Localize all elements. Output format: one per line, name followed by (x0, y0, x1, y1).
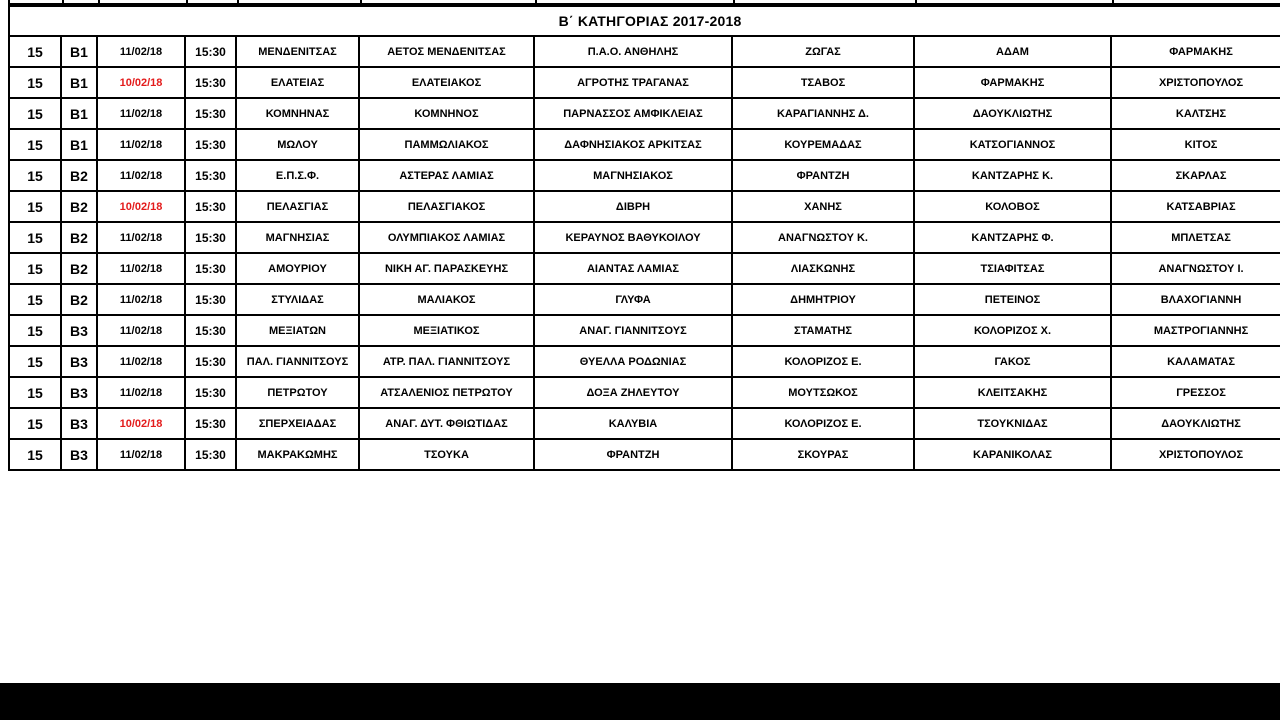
venue-cell: ΜΑΓΝΗΣΙΑΣ (236, 222, 359, 253)
referee-cell: ΑΝΑΓΝΩΣΤΟΥ Κ. (732, 222, 914, 253)
referee-cell: ΧΑΝΗΣ (732, 191, 914, 222)
table-row (9, 222, 1280, 253)
table-row (9, 160, 1280, 191)
assistant1-cell: ΠΕΤΕΙΝΟΣ (914, 284, 1111, 315)
round-cell: 15 (9, 346, 61, 377)
time-cell: 15:30 (185, 439, 236, 470)
time-cell: 15:30 (185, 408, 236, 439)
home-team-cell: ΜΕΞΙΑΤΙΚΟΣ (359, 315, 534, 346)
round-cell: 15 (9, 98, 61, 129)
assistant2-cell: ΧΡΙΣΤΟΠΟΥΛΟΣ (1111, 67, 1280, 98)
table-row (9, 36, 1280, 67)
venue-cell: Ε.Π.Σ.Φ. (236, 160, 359, 191)
venue-cell: ΜΑΚΡΑΚΩΜΗΣ (236, 439, 359, 470)
home-team-cell: ΠΕΛΑΣΓΙΑΚΟΣ (359, 191, 534, 222)
group-cell: Β1 (61, 36, 97, 67)
venue-cell: ΕΛΑΤΕΙΑΣ (236, 67, 359, 98)
home-team-cell: ΤΣΟΥΚΑ (359, 439, 534, 470)
referee-cell: ΚΟΛΟΡΙΖΟΣ Ε. (732, 346, 914, 377)
away-team-cell: ΓΛΥΦΑ (534, 284, 732, 315)
date-cell: 10/02/18 (97, 408, 185, 439)
referee-cell: ΛΙΑΣΚΩΝΗΣ (732, 253, 914, 284)
referee-cell: ΚΟΥΡΕΜΑΔΑΣ (732, 129, 914, 160)
group-cell: Β1 (61, 129, 97, 160)
table-row (9, 253, 1280, 284)
away-team-cell: ΑΓΡΟΤΗΣ ΤΡΑΓΑΝΑΣ (534, 67, 732, 98)
time-cell: 15:30 (185, 36, 236, 67)
assistant1-cell: ΤΣΙΑΦΙΤΣΑΣ (914, 253, 1111, 284)
round-cell: 15 (9, 377, 61, 408)
time-cell: 15:30 (185, 129, 236, 160)
away-team-cell: ΦΡΑΝΤΖΗ (534, 439, 732, 470)
table-row (9, 191, 1280, 222)
assistant1-cell: ΔΑΟΥΚΛΙΩΤΗΣ (914, 98, 1111, 129)
group-cell: Β3 (61, 315, 97, 346)
assistant2-cell: ΜΑΣΤΡΟΓΙΑΝΝΗΣ (1111, 315, 1280, 346)
venue-cell: ΠΕΛΑΣΓΙΑΣ (236, 191, 359, 222)
round-cell: 15 (9, 129, 61, 160)
venue-cell: ΠΑΛ. ΓΙΑΝΝΙΤΣΟΥΣ (236, 346, 359, 377)
time-cell: 15:30 (185, 67, 236, 98)
date-cell: 11/02/18 (97, 377, 185, 408)
date-cell: 11/02/18 (97, 315, 185, 346)
group-cell: Β2 (61, 284, 97, 315)
assistant1-cell: ΤΣΟΥΚΝΙΔΑΣ (914, 408, 1111, 439)
home-team-cell: ΑΝΑΓ. ΔΥΤ. ΦΘΙΩΤΙΔΑΣ (359, 408, 534, 439)
table-row (9, 377, 1280, 408)
referee-cell: ΚΟΛΟΡΙΖΟΣ Ε. (732, 408, 914, 439)
table-row (9, 284, 1280, 315)
venue-cell: ΜΩΛΟΥ (236, 129, 359, 160)
assistant2-cell: ΣΚΑΡΛΑΣ (1111, 160, 1280, 191)
home-team-cell: ΝΙΚΗ ΑΓ. ΠΑΡΑΣΚΕΥΗΣ (359, 253, 534, 284)
date-cell: 11/02/18 (97, 129, 185, 160)
referee-cell: ΖΩΓΑΣ (732, 36, 914, 67)
title-row (9, 6, 1280, 36)
table-row (9, 408, 1280, 439)
venue-cell: ΣΤΥΛΙΔΑΣ (236, 284, 359, 315)
home-team-cell: ΠΑΜΜΩΛΙΑΚΟΣ (359, 129, 534, 160)
date-cell: 11/02/18 (97, 346, 185, 377)
group-cell: Β3 (61, 439, 97, 470)
referee-cell: ΜΟΥΤΣΩΚΟΣ (732, 377, 914, 408)
assistant2-cell: ΚΑΛΑΜΑΤΑΣ (1111, 346, 1280, 377)
group-cell: Β1 (61, 98, 97, 129)
away-team-cell: ΘΥΕΛΛΑ ΡΟΔΩΝΙΑΣ (534, 346, 732, 377)
away-team-cell: ΜΑΓΝΗΣΙΑΚΟΣ (534, 160, 732, 191)
assistant2-cell: ΦΑΡΜΑΚΗΣ (1111, 36, 1280, 67)
date-cell: 11/02/18 (97, 222, 185, 253)
away-team-cell: ΠΑΡΝΑΣΣΟΣ ΑΜΦΙΚΛΕΙΑΣ (534, 98, 732, 129)
assistant2-cell: ΔΑΟΥΚΛΙΩΤΗΣ (1111, 408, 1280, 439)
time-cell: 15:30 (185, 284, 236, 315)
group-cell: Β2 (61, 253, 97, 284)
assistant1-cell: ΚΑΤΣΟΓΙΑΝΝΟΣ (914, 129, 1111, 160)
date-cell: 11/02/18 (97, 439, 185, 470)
home-team-cell: ΑΤΣΑΛΕΝΙΟΣ ΠΕΤΡΩΤΟΥ (359, 377, 534, 408)
home-team-cell: ΟΛΥΜΠΙΑΚΟΣ ΛΑΜΙΑΣ (359, 222, 534, 253)
round-cell: 15 (9, 191, 61, 222)
away-team-cell: ΔΙΒΡΗ (534, 191, 732, 222)
referee-cell: ΚΑΡΑΓΙΑΝΝΗΣ Δ. (732, 98, 914, 129)
time-cell: 15:30 (185, 253, 236, 284)
assistant2-cell: ΓΡΕΣΣΟΣ (1111, 377, 1280, 408)
venue-cell: ΣΠΕΡΧΕΙΑΔΑΣ (236, 408, 359, 439)
venue-cell: ΜΕΞΙΑΤΩΝ (236, 315, 359, 346)
time-cell: 15:30 (185, 222, 236, 253)
round-cell: 15 (9, 315, 61, 346)
bottom-black-bar (0, 683, 1280, 720)
group-cell: Β1 (61, 67, 97, 98)
date-cell: 11/02/18 (97, 36, 185, 67)
away-team-cell: Π.Α.Ο. ΑΝΘΗΛΗΣ (534, 36, 732, 67)
date-cell: 10/02/18 (97, 67, 185, 98)
group-cell: Β3 (61, 408, 97, 439)
time-cell: 15:30 (185, 377, 236, 408)
assistant1-cell: ΚΛΕΙΤΣΑΚΗΣ (914, 377, 1111, 408)
referee-cell: ΣΚΟΥΡΑΣ (732, 439, 914, 470)
table-row (9, 315, 1280, 346)
home-team-cell: ΑΣΤΕΡΑΣ ΛΑΜΙΑΣ (359, 160, 534, 191)
referee-cell: ΣΤΑΜΑΤΗΣ (732, 315, 914, 346)
round-cell: 15 (9, 36, 61, 67)
assistant2-cell: ΑΝΑΓΝΩΣΤΟΥ Ι. (1111, 253, 1280, 284)
assistant1-cell: ΚΑΝΤΖΑΡΗΣ Φ. (914, 222, 1111, 253)
referee-cell: ΔΗΜΗΤΡΙΟΥ (732, 284, 914, 315)
date-cell: 11/02/18 (97, 160, 185, 191)
time-cell: 15:30 (185, 98, 236, 129)
table-title: Β΄ ΚΑΤΗΓΟΡΙΑΣ 2017-2018 (9, 6, 1280, 36)
assistant1-cell: ΚΑΝΤΖΑΡΗΣ Κ. (914, 160, 1111, 191)
group-cell: Β2 (61, 160, 97, 191)
round-cell: 15 (9, 222, 61, 253)
away-team-cell: ΔΑΦΝΗΣΙΑΚΟΣ ΑΡΚΙΤΣΑΣ (534, 129, 732, 160)
venue-cell: ΠΕΤΡΩΤΟΥ (236, 377, 359, 408)
away-team-cell: ΔΟΞΑ ΖΗΛΕΥΤΟΥ (534, 377, 732, 408)
assistant2-cell: ΚΑΛΤΣΗΣ (1111, 98, 1280, 129)
group-cell: Β3 (61, 346, 97, 377)
assistant2-cell: ΚΙΤΟΣ (1111, 129, 1280, 160)
round-cell: 15 (9, 160, 61, 191)
date-cell: 11/02/18 (97, 284, 185, 315)
fixtures-table (8, 5, 1280, 471)
home-team-cell: ΑΕΤΟΣ ΜΕΝΔΕΝΙΤΣΑΣ (359, 36, 534, 67)
time-cell: 15:30 (185, 346, 236, 377)
venue-cell: ΚΟΜΝΗΝΑΣ (236, 98, 359, 129)
assistant1-cell: ΑΔΑΜ (914, 36, 1111, 67)
assistant2-cell: ΧΡΙΣΤΟΠΟΥΛΟΣ (1111, 439, 1280, 470)
time-cell: 15:30 (185, 315, 236, 346)
home-team-cell: ΜΑΛΙΑΚΟΣ (359, 284, 534, 315)
away-team-cell: ΑΙΑΝΤΑΣ ΛΑΜΙΑΣ (534, 253, 732, 284)
fixture-rows (9, 36, 1280, 470)
group-cell: Β3 (61, 377, 97, 408)
home-team-cell: ΑΤΡ. ΠΑΛ. ΓΙΑΝΝΙΤΣΟΥΣ (359, 346, 534, 377)
group-cell: Β2 (61, 191, 97, 222)
date-cell: 10/02/18 (97, 191, 185, 222)
referee-cell: ΤΣΑΒΟΣ (732, 67, 914, 98)
venue-cell: ΜΕΝΔΕΝΙΤΣΑΣ (236, 36, 359, 67)
table-row (9, 439, 1280, 470)
round-cell: 15 (9, 408, 61, 439)
round-cell: 15 (9, 439, 61, 470)
table-row (9, 129, 1280, 160)
home-team-cell: ΕΛΑΤΕΙΑΚΟΣ (359, 67, 534, 98)
venue-cell: ΑΜΟΥΡΙΟΥ (236, 253, 359, 284)
group-cell: Β2 (61, 222, 97, 253)
round-cell: 15 (9, 67, 61, 98)
round-cell: 15 (9, 253, 61, 284)
assistant2-cell: ΚΑΤΣΑΒΡΙΑΣ (1111, 191, 1280, 222)
assistant1-cell: ΚΟΛΟΡΙΖΟΣ Χ. (914, 315, 1111, 346)
away-team-cell: ΑΝΑΓ. ΓΙΑΝΝΙΤΣΟΥΣ (534, 315, 732, 346)
table-row (9, 67, 1280, 98)
away-team-cell: ΚΑΛΥΒΙΑ (534, 408, 732, 439)
date-cell: 11/02/18 (97, 253, 185, 284)
time-cell: 15:30 (185, 191, 236, 222)
assistant2-cell: ΜΠΛΕΤΣΑΣ (1111, 222, 1280, 253)
date-cell: 11/02/18 (97, 98, 185, 129)
table-row (9, 346, 1280, 377)
time-cell: 15:30 (185, 160, 236, 191)
referee-cell: ΦΡΑΝΤΖΗ (732, 160, 914, 191)
assistant1-cell: ΚΑΡΑΝΙΚΟΛΑΣ (914, 439, 1111, 470)
home-team-cell: ΚΟΜΝΗΝΟΣ (359, 98, 534, 129)
assistant2-cell: ΒΛΑΧΟΓΙΑΝΝΗ (1111, 284, 1280, 315)
assistant1-cell: ΦΑΡΜΑΚΗΣ (914, 67, 1111, 98)
round-cell: 15 (9, 284, 61, 315)
assistant1-cell: ΚΟΛΟΒΟΣ (914, 191, 1111, 222)
assistant1-cell: ΓΑΚΟΣ (914, 346, 1111, 377)
away-team-cell: ΚΕΡΑΥΝΟΣ ΒΑΘΥΚΟΙΛΟΥ (534, 222, 732, 253)
table-row (9, 98, 1280, 129)
